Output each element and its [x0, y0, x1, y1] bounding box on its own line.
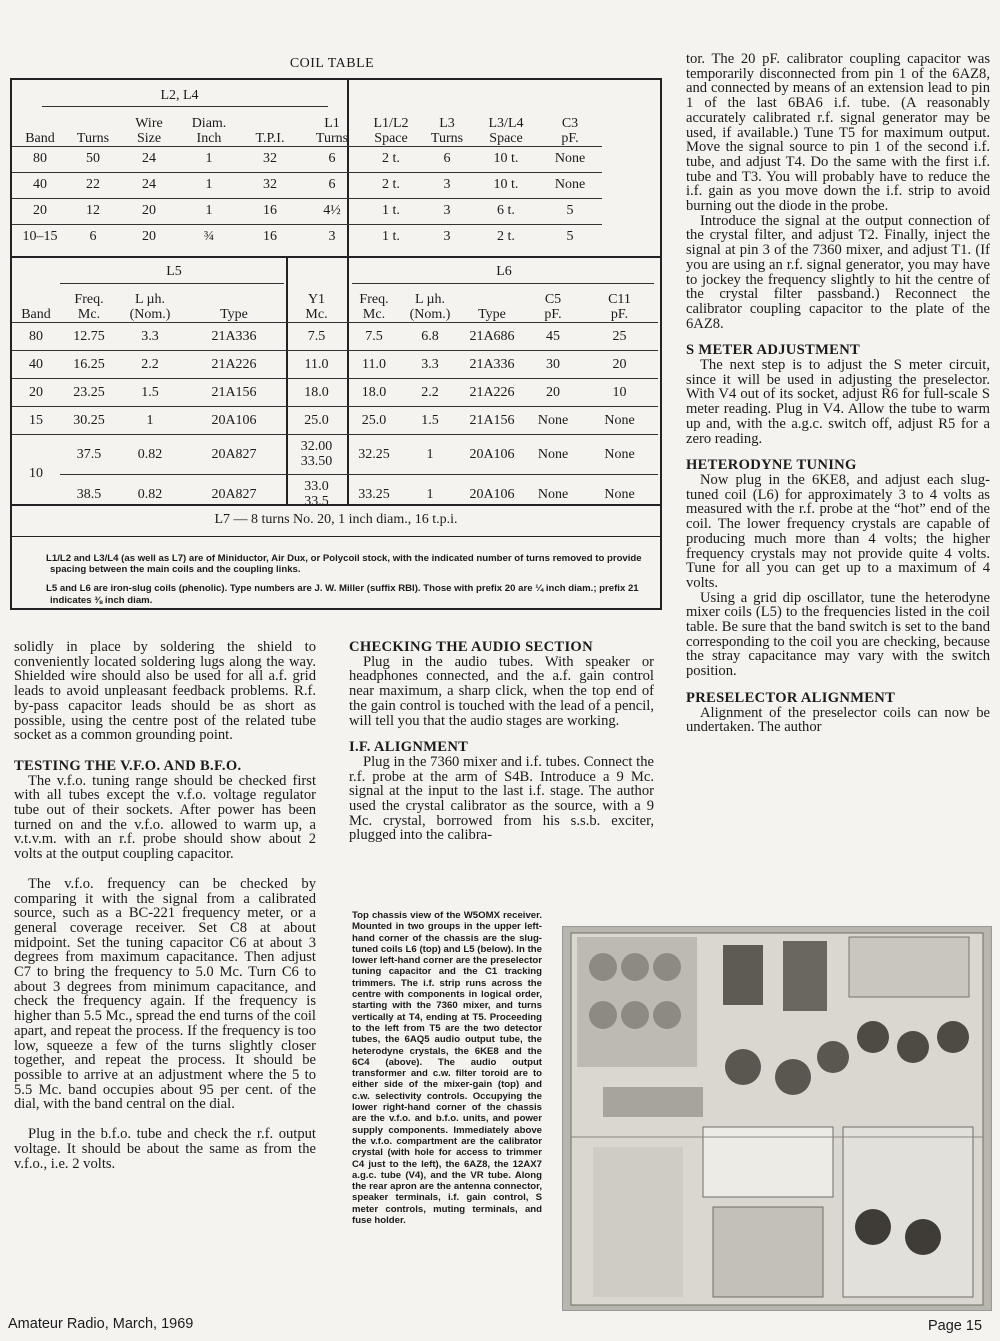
table-cell: 21A156: [469, 412, 515, 428]
table-cell: 15: [29, 412, 43, 428]
table-row: [12, 406, 658, 434]
table-cell: 25.0: [304, 412, 329, 428]
table-cell: 2.2: [141, 356, 159, 372]
column-header: L µh. (Nom.): [129, 291, 171, 322]
paragraph: Plug in the audio tubes. With speaker or headphones connected, and the a.f. gain control near maximum, a sharp click, when the top end of the gain control is touched with the lead of a pencil, will tell you that the audio stages are working.: [349, 653, 654, 729]
column-header: Band: [25, 130, 55, 146]
table-cell: 0.82: [137, 486, 163, 502]
table-cell: 1: [426, 486, 434, 502]
table-cell: 80: [33, 151, 47, 166]
photo-caption: Top chassis view of the W5OMX receiver. Mounted in two groups in the upper left-hand corner of the chassis are the slug-tuned coils L6 (top) and L5 (below). In the lower left-hand corner are the preselector tuning capacitor and the C1 tracking trimmers. The i.f. strip runs across the centre with components in logical order, starting with the 7360 mixer, and turns vertically at T4, ending at T5. Proceeding to the left from T5 are the two detector tubes, the 6AQ5 audio output tube, the heterodyne crystals, the 6KE8 and the 6C4 (above). The audio output transformer and c.w. filter toroid are to either side of the mixer-gain (top) and c.w. selectivity controls. Occupying the lower right-hand corner of the chassis are the v.f.o. and b.f.o. units, and power supply components. Immediately above the v.f.o. compartment are the calibrator crystal (with hole for access to trimmer C4 just to the left), the 6AZ8, the 12AX7 a.g.c. tube (V4), and the VR tube. Along the rear apron are the antenna connector, speaker terminals, i.f. gain control, S meter controls, muting terminals, and fuse holder.: [352, 910, 542, 1227]
table-cell: 1: [146, 412, 154, 428]
table-cell: 2 t.: [382, 177, 400, 192]
table-row: [12, 224, 602, 250]
table-cell: 21A226: [469, 384, 515, 400]
table-cell: 12: [86, 203, 100, 218]
table-cell: 7.5: [307, 328, 326, 344]
table-cell: 24: [142, 151, 156, 166]
table-cell: 1.5: [141, 384, 159, 400]
table-cell: 5: [566, 229, 574, 245]
table-cell: 4½: [323, 203, 341, 218]
band-10-cell: 10: [29, 466, 43, 482]
table-cell: None: [537, 412, 569, 428]
table-notes: [12, 536, 660, 606]
table-cell: 6: [328, 151, 336, 166]
table-row: [12, 146, 602, 172]
column-header: Type: [220, 306, 248, 322]
table-cell: 20: [142, 203, 156, 218]
table-cell: 23.25: [73, 384, 105, 400]
table-cell: 32.25: [358, 446, 390, 462]
paragraph: Now plug in the 6KE8, and adjust each slug-tuned coil (L6) for approximately 3 to 4 volts as measured with the r.f. probe at the “hot” end of the coil. The lower frequency crystals are capable of producing much more than 4 volts; the higher frequency crystals may not provide quite 4 volts. Tune for all you can get up to a maximum of 4 volts.: [686, 471, 990, 591]
chassis-photo: [562, 926, 992, 1311]
table-cell: 40: [33, 177, 47, 192]
section-heading: CHECKING THE AUDIO SECTION: [349, 639, 593, 655]
chassis-photo-graphic: [563, 927, 991, 1310]
table-cell: 10 t.: [493, 177, 519, 192]
table-cell: 20A106: [469, 486, 515, 502]
paragraph: Plug in the b.f.o. tube and check the r.f. output voltage. It should be about the same as from the v.f.o., i.e. 2 volts.: [14, 1126, 316, 1172]
table-cell: 80: [29, 328, 43, 344]
left-column: [14, 640, 316, 1171]
table-cell: 21A336: [469, 356, 515, 372]
table-cell: 3: [328, 229, 336, 245]
table-cell: 6.8: [421, 328, 439, 344]
table-cell: 20: [29, 384, 43, 400]
table-cell: 1: [426, 446, 434, 462]
column-header: C3 pF.: [561, 115, 579, 146]
paragraph: The v.f.o. tuning range should be checked first with all tubes except the v.f.o. voltage regulator tube out of their sockets. After power has been turned on and the v.f.o. allowed to warm up, a v.t.v.m. with an r.f. probe should show about 2 volts at the output coupling capacitor.: [14, 772, 316, 863]
column-header: Wire Size: [135, 115, 163, 146]
column-header: Turns: [76, 130, 110, 146]
l6-label: L6: [496, 264, 512, 279]
table-divider: [42, 106, 328, 107]
column-header: Freq. Mc.: [359, 291, 389, 322]
table-cell: 21A226: [211, 356, 257, 372]
table-cell: 11.0: [362, 356, 386, 372]
table-cell: 12.75: [73, 328, 105, 344]
table-cell: 1: [205, 151, 213, 166]
table-cell: 38.5: [76, 486, 102, 502]
l2-l4-label: L2, L4: [160, 88, 199, 103]
section-heading: S METER ADJUSTMENT: [686, 342, 861, 359]
table-cell: 20A106: [211, 412, 257, 428]
column-header: Band: [21, 306, 51, 322]
table-cell: 20A827: [211, 446, 257, 462]
table-cell: 30: [546, 356, 560, 372]
table-row: [12, 172, 602, 198]
table-divider: [60, 283, 284, 284]
table-cell: 6: [328, 177, 336, 192]
table-cell: 37.5: [76, 446, 102, 462]
table-row: [12, 198, 602, 224]
table-cell: None: [537, 486, 569, 502]
table-cell: 6: [89, 229, 97, 245]
table-cell: 30.25: [73, 412, 105, 428]
table-cell: 6 t.: [497, 203, 515, 218]
table-cell: 2 t.: [382, 151, 400, 166]
table-cell: None: [537, 446, 569, 462]
table-row: [12, 322, 658, 350]
table-cell: 1 t.: [382, 229, 400, 245]
table-divider: [12, 256, 660, 258]
coil-table-bottom: [12, 286, 658, 514]
table-cell: 0.82: [137, 446, 163, 462]
right-column: [686, 52, 990, 735]
table-cell: 25.0: [361, 412, 387, 428]
table-cell: 3: [443, 177, 451, 192]
table-cell: 11.0: [304, 356, 329, 372]
paragraph: solidly in place by soldering the shield to conveniently located soldering lugs along the way. Shielded wire should also be used for all a.f. grid leads to avoid unpleasant feedback problems. R.f. by-pass capacitor leads should be as short as possible, using the centre post of the related tube socket as a common grounding point.: [14, 639, 316, 744]
footer-publication: Amateur Radio, March, 1969: [8, 1316, 194, 1332]
column-header: T.P.I.: [255, 130, 285, 146]
table-cell: 20: [33, 203, 47, 218]
table-cell: 21A156: [211, 384, 257, 400]
section-heading: TESTING THE V.F.O. AND B.F.O.: [14, 757, 242, 774]
paragraph: tor. The 20 pF. calibrator coupling capacitor was temporarily disconnected from pin 1 of the 6AZ8, and connected by means of an extension lead to pin 1 of the last 6BA6 i.f. tube. (A reasonably accurately calibrated r.f. signal generator may be used, if available.) Tune T5 for maximum output. Move the signal source to pin 1 of the second i.f. tube, and adjust T4. Do the same with the first i.f. tube and T3. You will probably have to reduce the i.f. gain as you move down the i.f. strip to avoid burning out the diode in the probe.: [686, 51, 990, 215]
table-cell: 3.3: [421, 356, 439, 372]
paragraph: Plug in the 7360 mixer and i.f. tubes. Connect the r.f. probe at the arm of S4B. Introduce a 9 Mc. signal at the input to the last i.f. stage. The author used the crystal calibrator as the source, with a 9 Mc. crystal, borrowed from his s.s.b. exciter, plugged into the calibra-: [349, 753, 654, 844]
table-cell: 50: [86, 151, 100, 166]
table-divider: [352, 283, 654, 284]
coil-table-top: [12, 108, 602, 250]
table-cell: 20: [612, 356, 627, 372]
coil-table: [10, 78, 662, 610]
table-cell: ¾: [203, 229, 215, 245]
table-cell: 18.0: [361, 384, 387, 400]
table-cell: 2 t.: [497, 229, 515, 245]
paragraph: The v.f.o. frequency can be checked by comparing it with the signal from a calibrated source, such as a BC-221 frequency meter, or a general coverage receiver. Set C8 at about midpoint. Set the tuning capacitor C6 at about 3 degrees from maximum capacitance. Then adjust C7 to bring the frequency to 5.0 Mc. Turn C6 to about 3 degrees from minimum capacitance, and check the frequency again. If the frequency is higher than 5.5 Mc., spread the end turns of the coil apart, and repeat the process. If the frequency is too low, squeeze a few of the turns slightly closer together, and repeat the process. It should be possible to arrive at an adjustment where the 5 to 5.5 Mc. band occupies about 95 per cent. of the dial, with the band central on the dial.: [14, 875, 316, 1113]
column-header: Y1 Mc.: [305, 291, 328, 322]
l7-spec: L7 — 8 turns No. 20, 1 inch diam., 16 t.p.i.: [214, 512, 458, 527]
table-cell: 32: [263, 151, 277, 166]
table-cell: 24: [142, 177, 156, 192]
table-cell: None: [554, 151, 586, 166]
table-cell: 1 t.: [382, 203, 400, 218]
table-cell: 1: [205, 177, 213, 192]
table-cell: 20A827: [211, 486, 257, 502]
table-cell: 22: [86, 177, 100, 192]
table-cell: 3: [443, 203, 451, 218]
table-cell: 5: [566, 203, 574, 218]
column-header: Type: [478, 306, 506, 322]
column-header: Freq. Mc.: [74, 291, 104, 322]
table-cell: 40: [29, 356, 43, 372]
table-cell: 1: [205, 203, 213, 218]
table-cell: 20: [546, 384, 560, 400]
table-cell: 20: [142, 229, 156, 245]
column-header: L3/L4 Space: [488, 115, 524, 146]
table-cell: 6: [443, 151, 451, 166]
table-cell: 7.5: [365, 328, 383, 344]
table-cell: 25: [612, 328, 627, 344]
column-header: C5 pF.: [544, 291, 562, 322]
column-header: L1 Turns: [315, 115, 349, 146]
column-header: Diam. Inch: [191, 115, 227, 146]
table-cell: None: [604, 446, 635, 462]
table-cell: None: [604, 412, 635, 428]
paragraph: Alignment of the preselector coils can now be undertaken. The author: [686, 704, 990, 736]
table-cell: 10: [612, 384, 627, 400]
column-header: L µh. (Nom.): [409, 291, 451, 322]
table-cell: 3.3: [141, 328, 159, 344]
table-cell: 3: [443, 229, 451, 245]
coil-table-title: COIL TABLE: [289, 56, 375, 71]
table-cell: 33.0 33.5: [304, 479, 329, 510]
section-heading: PRESELECTOR ALIGNMENT: [686, 689, 896, 706]
paragraph: Introduce the signal at the output connection of the crystal filter, and adjust T2. Finally, inject the signal at pin 3 of the 7360 mixer, and adjust T1. (If you are using an r.f. signal generator, you may have to jockey the frequency slightly to hit the centre of the crystal filter passband.) Reconnect the calibrator coupling capacitor to the plate of the 6AZ8.: [686, 212, 990, 332]
paragraph: Using a grid dip oscillator, tune the heterodyne mixer coils (L5) to the frequencies listed in the coil table. Be sure that the band switch is set to the band corresponding to the coil you are checking, because the stray capacitance may vary with the switch position.: [686, 589, 990, 680]
section-heading: HETERODYNE TUNING: [686, 457, 857, 474]
table-cell: 20A106: [469, 446, 515, 462]
table-cell: 2.2: [421, 384, 439, 400]
table-cell: 32.00 33.50: [300, 439, 333, 469]
paragraph: The next step is to adjust the S meter circuit, since it will be used in adjusting the preselector. With V4 out of its socket, adjust R6 for full-scale S meter reading. Plug in V4. Allow the tube to warm up and, with the a.g.c. switch off, adjust R5 for a zero reading.: [686, 357, 990, 447]
table-cell: 16: [263, 229, 277, 245]
table-row: [12, 350, 658, 378]
table-cell: 16.25: [73, 356, 105, 372]
section-heading: I.F. ALIGNMENT: [349, 739, 469, 756]
table-cell: 21A336: [211, 328, 257, 344]
footer-page-number: Page 15: [928, 1318, 983, 1334]
l5-label: L5: [166, 264, 182, 279]
table-cell: 32: [263, 177, 277, 192]
table-cell: 18.0: [304, 384, 329, 400]
table-cell: 10 t.: [493, 151, 519, 166]
table-cell: 45: [546, 328, 560, 344]
table-cell: 10–15: [22, 229, 58, 245]
table-cell: 33.25: [358, 486, 390, 502]
table-cell: None: [604, 486, 635, 502]
table-cell: 21A686: [469, 328, 515, 344]
table-cell: 1.5: [421, 412, 439, 428]
table-cell: 16: [263, 203, 277, 218]
table-note: L5 and L6 are iron-slug coils (phenolic). Type numbers are J. W. Miller (suffix RBI). Those with prefix 20 are ¼ inch diam.; prefix 21 indicates ⅜ inch diam.: [46, 583, 639, 606]
column-header: L1/L2 Space: [373, 115, 409, 146]
column-header: C11 pF.: [608, 291, 631, 322]
column-header: L3 Turns: [430, 115, 464, 146]
table-row: [12, 378, 658, 406]
table-note: L1/L2 and L3/L4 (as well as L7) are of Miniductor, Air Dux, or Polycoil stock, with the indicated number of turns removed to provide spacing between the main coils and the coupling links.: [46, 553, 642, 576]
table-row: [12, 474, 658, 514]
table-cell: None: [554, 177, 586, 192]
table-row: [12, 434, 658, 474]
middle-column: [349, 640, 654, 843]
